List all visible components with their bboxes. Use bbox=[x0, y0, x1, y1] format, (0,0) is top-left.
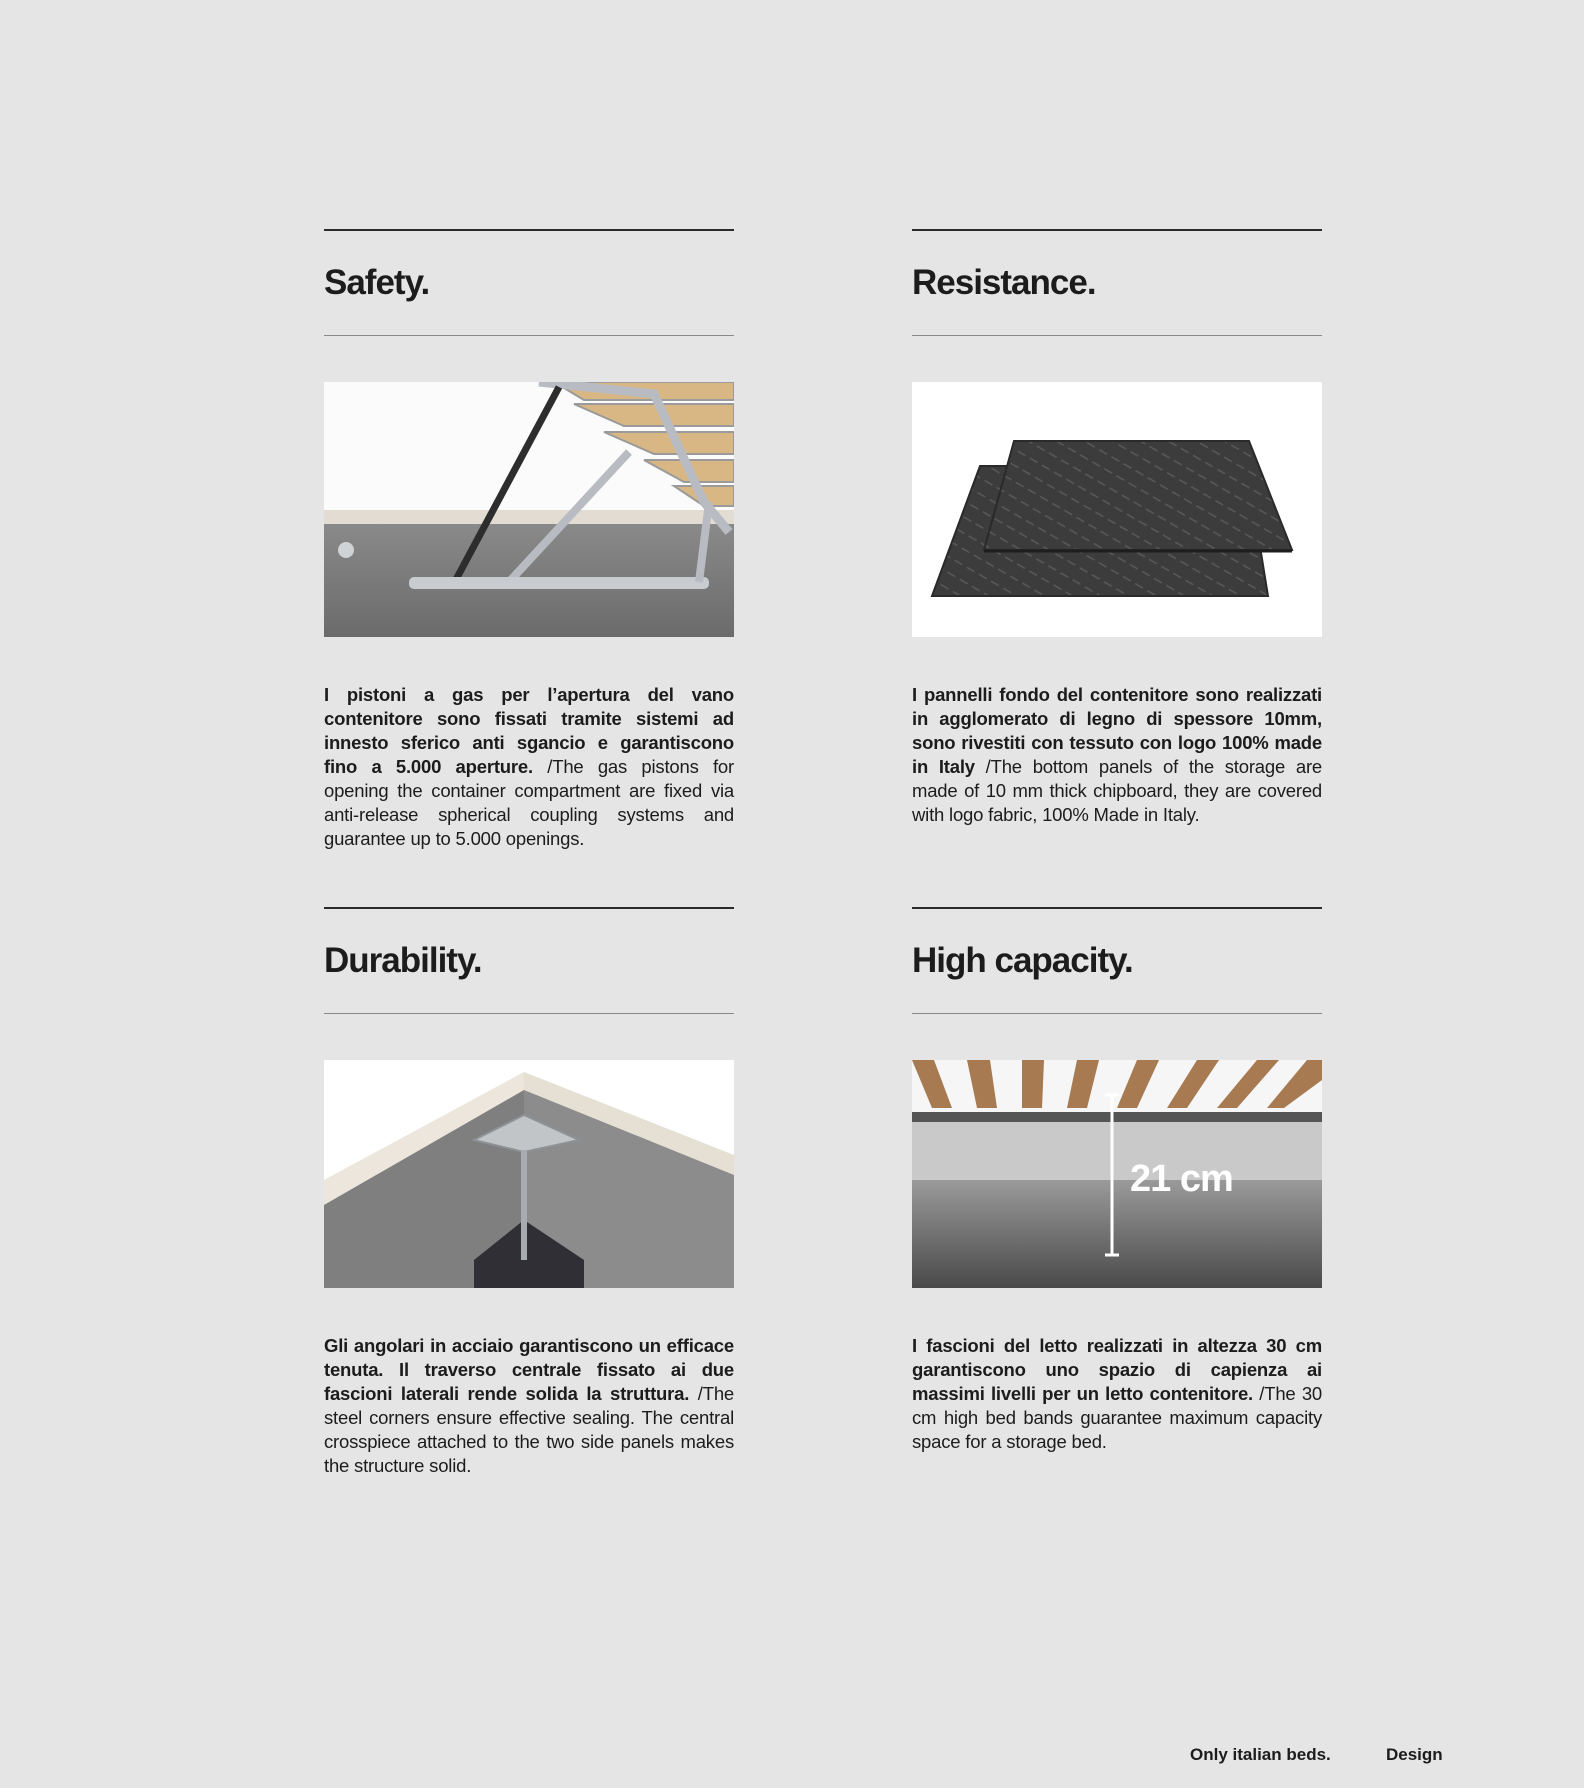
feature-description bbox=[324, 1334, 734, 1478]
feature-description bbox=[324, 683, 734, 851]
feature-resistance bbox=[912, 229, 1322, 827]
footer-section-label: Design bbox=[1386, 1745, 1443, 1764]
mid-rule bbox=[324, 335, 734, 336]
chipboard-panels-photo bbox=[912, 382, 1322, 637]
steel-corner-photo bbox=[324, 1060, 734, 1288]
gas-piston-lift-photo bbox=[324, 382, 734, 637]
top-rule bbox=[324, 907, 734, 909]
storage-capacity-photo bbox=[912, 1060, 1322, 1288]
description-italian: I fascioni del letto realizzati in altezza 30 cm garantiscono uno spazio di capienza ai massimi livelli per un letto contenitore. bbox=[912, 1335, 1322, 1404]
description-english: /The gas pistons for opening the container compartment are fixed via anti-release spherical coupling systems and guarantee up to 5.000 openings. bbox=[324, 756, 734, 849]
description-english: /The steel corners ensure effective sealing. The central crosspiece attached to the two side panels makes the structure solid. bbox=[324, 1383, 734, 1476]
description-italian: Gli angolari in acciaio garantiscono un efficace tenuta. Il traverso centrale fissato ai due fascioni laterali rende solida la struttura. bbox=[324, 1335, 734, 1404]
mid-rule bbox=[324, 1013, 734, 1014]
description-italian: I pannelli fondo del contenitore sono realizzati in agglomerato di legno di spessore 10mm, sono rivestiti con tessuto con logo 100% made in Italy bbox=[912, 684, 1322, 777]
feature-title: High capacity. bbox=[912, 941, 1133, 980]
footer-tagline: Only italian beds. bbox=[1190, 1745, 1331, 1764]
feature-safety bbox=[324, 229, 734, 851]
description-english: /The bottom panels of the storage are made of 10 mm thick chipboard, they are covered with logo fabric, 100% Made in Italy. bbox=[912, 756, 1323, 825]
mid-rule bbox=[912, 335, 1322, 336]
feature-title: Durability. bbox=[324, 941, 482, 980]
height-measurement-label: 21 cm bbox=[1130, 1158, 1233, 1200]
mid-rule bbox=[912, 1013, 1322, 1014]
feature-description bbox=[912, 1334, 1322, 1454]
top-rule bbox=[912, 229, 1322, 231]
description-english: /The 30 cm high bed bands guarantee maximum capacity space for a storage bed. bbox=[912, 1383, 1322, 1452]
feature-high-capacity bbox=[912, 907, 1322, 1454]
feature-title: Resistance. bbox=[912, 263, 1096, 302]
top-rule bbox=[912, 907, 1322, 909]
feature-description bbox=[912, 683, 1322, 827]
top-rule bbox=[324, 229, 734, 231]
description-italian: I pistoni a gas per l’apertura del vano contenitore sono fissati tramite sistemi ad innesto sferico anti sgancio e garantiscono fino a 5.000 aperture. bbox=[324, 684, 734, 777]
feature-title: Safety. bbox=[324, 263, 430, 302]
feature-durability bbox=[324, 907, 734, 1478]
